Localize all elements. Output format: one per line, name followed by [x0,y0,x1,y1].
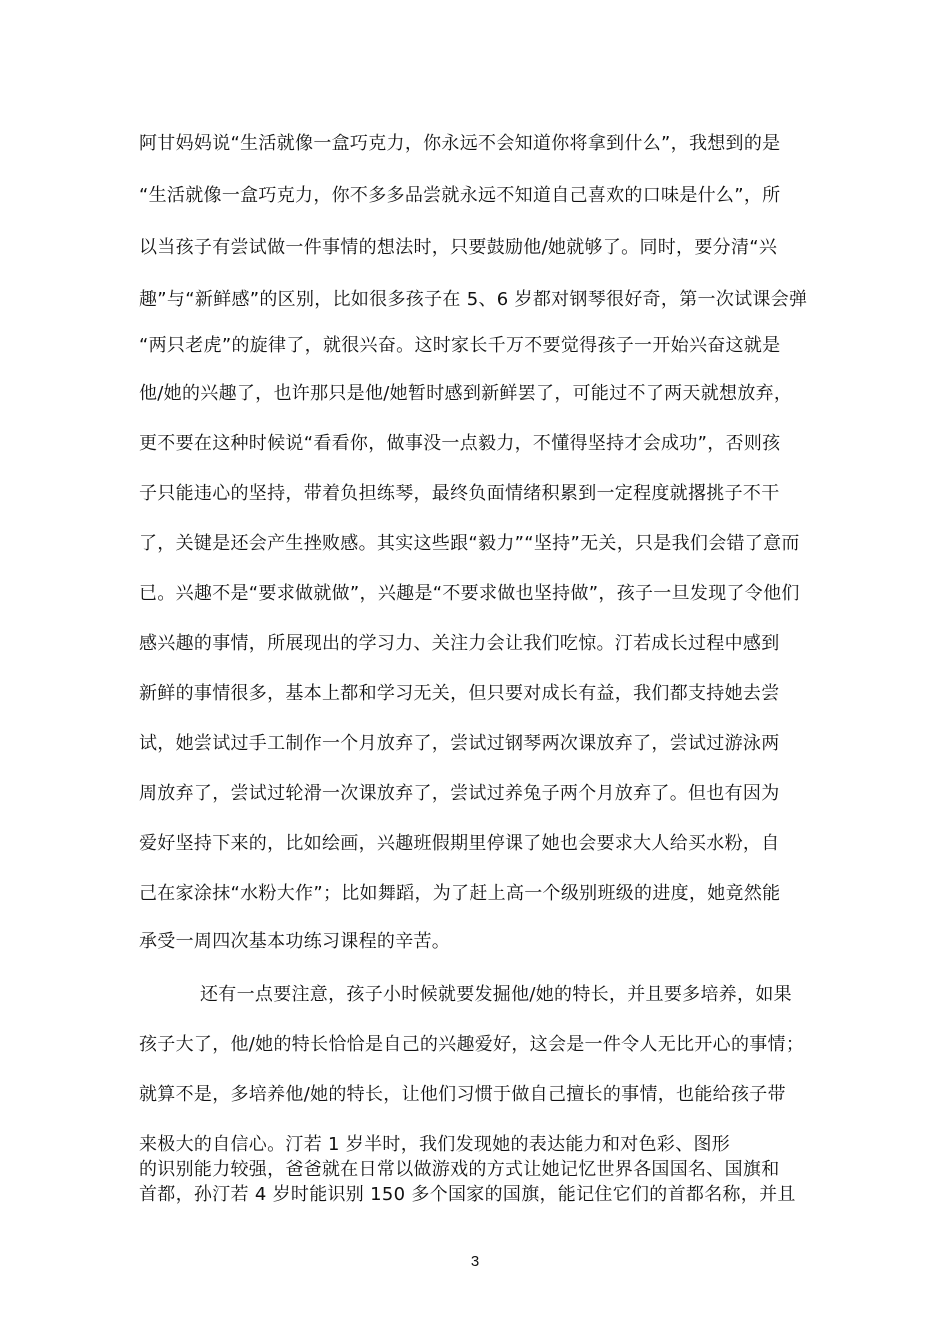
text-line: 新鲜的事情很多，基本上都和学习无关，但只要对成长有益，我们都支持她去尝 [139,683,780,704]
text-line: 以当孩子有尝试做一件事情的想法时，只要鼓励他/她就够了。同时，要分清“兴 [139,237,778,258]
text-line: 的识别能力较强，爸爸就在日常以做游戏的方式让她记忆世界各国国名、国旗和 [139,1159,780,1180]
text-line: 还有一点要注意，孩子小时候就要发掘他/她的特长，并且要多培养，如果 [200,984,792,1005]
text-line: 趣”与“新鲜感”的区别，比如很多孩子在 5、6 岁都对钢琴很好奇，第一次试课会弹 [139,289,808,310]
text-line: 周放弃了，尝试过轮滑一次课放弃了，尝试过养兔子两个月放弃了。但也有因为 [139,783,780,804]
text-line: 就算不是，多培养他/她的特长，让他们习惯于做自己擅长的事情，也能给孩子带 [139,1084,786,1105]
text-line: 己在家涂抹“水粉大作”；比如舞蹈，为了赶上高一个级别班级的进度，她竟然能 [139,883,781,904]
text-line: “两只老虎”的旋律了，就很兴奋。这时家长千万不要觉得孩子一开始兴奋这就是 [139,335,781,356]
text-line: 试，她尝试过手工制作一个月放弃了，尝试过钢琴两次课放弃了，尝试过游泳两 [139,733,780,754]
text-line: 来极大的自信心。汀若 1 岁半时，我们发现她的表达能力和对色彩、图形 [139,1134,731,1155]
text-line: 感兴趣的事情，所展现出的学习力、关注力会让我们吃惊。汀若成长过程中感到 [139,633,780,654]
text-line: 首都，孙汀若 4 岁时能识别 150 多个国家的国旗，能记住它们的首都名称，并且 [139,1184,796,1205]
text-line: 孩子大了，他/她的特长恰恰是自己的兴趣爱好，这会是一件令人无比开心的事情； [139,1034,805,1055]
text-line: 他/她的兴趣了，也许那只是他/她暂时感到新鲜罢了，可能过不了两天就想放弃， [139,383,793,404]
text-line: 阿甘妈妈说“生活就像一盒巧克力，你永远不会知道你将拿到什么”，我想到的是 [139,133,781,154]
text-line: “生活就像一盒巧克力，你不多多品尝就永远不知道自己喜欢的口味是什么”，所 [139,185,781,206]
text-line: 承受一周四次基本功练习课程的辛苦。 [139,931,451,952]
text-line: 更不要在这种时候说“看看你，做事没一点毅力，不懂得坚持才会成功”，否则孩 [139,433,781,454]
text-line: 已。兴趣不是“要求做就做”，兴趣是“不要求做也坚持做”，孩子一旦发现了令他们 [139,583,800,604]
text-line: 爱好坚持下来的，比如绘画，兴趣班假期里停课了她也会要求大人给买水粉，自 [139,833,780,854]
text-line: 子只能违心的坚持，带着负担练琴，最终负面情绪积累到一定程度就撂挑子不干 [139,483,780,504]
page-number: 3 [470,1253,480,1270]
text-line: 了，关键是还会产生挫败感。其实这些跟“毅力”“坚持”无关，只是我们会错了意而 [139,533,800,554]
